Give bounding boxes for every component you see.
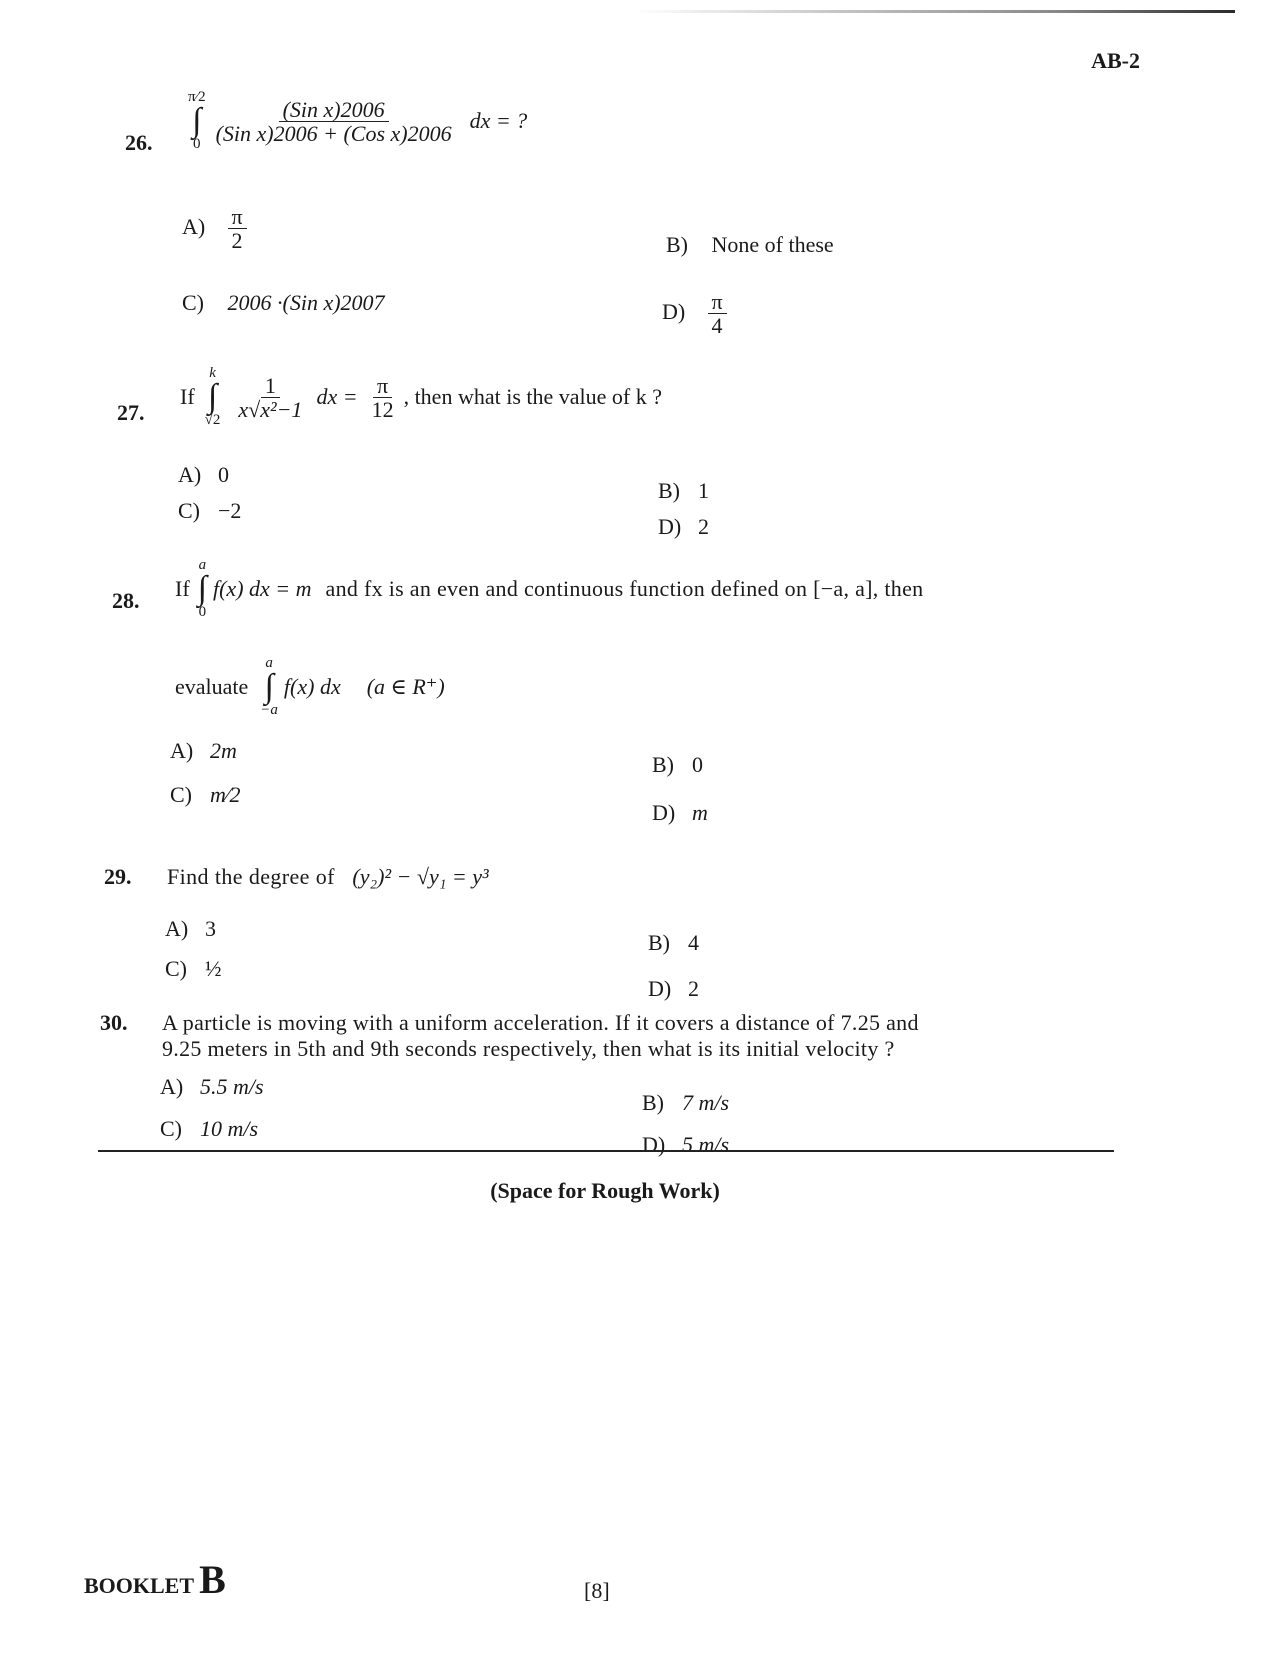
option-28-c: C) m⁄2	[170, 782, 241, 807]
booklet-letter: B	[199, 1557, 226, 1602]
option-30-c: C) 10 m/s	[160, 1116, 259, 1141]
question-number-30: 30.	[100, 1010, 128, 1035]
question-28-line2: evaluate a ∫ −a f(x) dx (a ∈ R⁺)	[175, 655, 445, 719]
integral-sign-icon: ∫	[264, 668, 274, 705]
question-28-line1: If a ∫ 0 f(x) dx = m and fx is an even and continuous function defined on [−a, a], then	[175, 557, 924, 621]
option-26-c: C) 2006 ·(Sin x)2007	[182, 290, 385, 315]
option-29-c: C) ½	[165, 956, 222, 981]
option-30-a: A) 5.5 m/s	[160, 1074, 264, 1099]
question-27-text: If k ∫ √2 $\frac{1}{\text{x√x²−1}}$ dx = $\frac{\pi}{12}$ , then what is the value of k ?	[180, 365, 662, 429]
integral-limits: a ∫ −a	[260, 655, 278, 719]
option-26-b: B) None of these	[666, 232, 834, 257]
integral-limits: k ∫ √2	[204, 365, 221, 429]
integral-sign-icon: ∫	[197, 570, 207, 607]
integral-sign-icon: ∫	[207, 378, 218, 415]
option-27-c: C) −2	[178, 498, 242, 523]
question-number-29: 29.	[104, 864, 132, 889]
question-number-28: 28.	[112, 588, 140, 613]
option-26-d: D) $\frac{\pi}{4}$	[662, 290, 727, 337]
rough-work-heading: (Space for Rough Work)	[490, 1178, 720, 1203]
question-number-27: 27.	[117, 400, 145, 425]
scan-artifact-line	[635, 10, 1235, 13]
section-divider	[98, 1150, 1114, 1152]
option-30-d: D) 5 m/s	[642, 1132, 730, 1157]
question-29-text: Find the degree of (y₂)² − √y₁ = y³	[167, 864, 489, 889]
option-27-d: D) 2	[658, 514, 709, 539]
option-28-b: B) 0	[652, 752, 703, 777]
option-29-b: B) 4	[648, 930, 699, 955]
integrand-fraction: $\frac{\text{(Sin x)2006}}{\text{(Sin x)2006 + (Cos x)2006}}$	[215, 96, 452, 146]
option-29-d: D) 2	[648, 976, 699, 1001]
option-30-b: B) 7 m/s	[642, 1090, 730, 1115]
booklet-label: BOOKLET B	[84, 1557, 226, 1602]
page-number: [8]	[584, 1578, 610, 1603]
option-26-a: A) $\frac{\pi}{2}$	[182, 205, 247, 252]
integral-sign-icon: ∫	[192, 102, 202, 139]
question-30-text: A particle is moving with a uniform acceleration. If it covers a distance of 7.25 and 9.25 meters in 5th and 9th seconds respectively, then what is its initial velocity ?	[162, 1010, 919, 1062]
paper-code: AB-2	[1091, 48, 1140, 73]
option-29-a: A) 3	[165, 916, 216, 941]
option-28-a: A) 2m	[170, 738, 237, 763]
option-28-d: D) m	[652, 800, 708, 825]
option-27-b: B) 1	[658, 478, 709, 503]
option-27-a: A) 0	[178, 462, 229, 487]
integral-limits: a ∫ 0	[197, 557, 207, 621]
question-26-integral: π⁄2 ∫ 0 $\frac{\text{(Sin x)2006}}{\text{(Sin x)2006 + (Cos x)2006}}$ dx = ?	[188, 89, 528, 153]
integral-limits: π⁄2 ∫ 0	[188, 89, 206, 153]
question-number-26: 26.	[125, 130, 153, 155]
